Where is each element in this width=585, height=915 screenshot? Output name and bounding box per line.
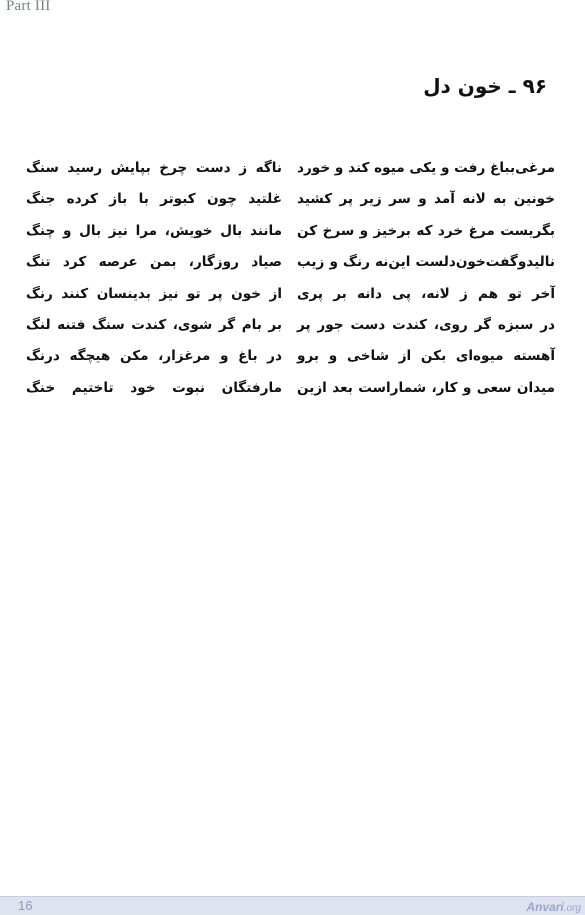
- watermark-logo: [526, 898, 581, 915]
- couplet: [26, 250, 566, 281]
- page-number: 16: [18, 898, 33, 913]
- hemistich-second: مارفتگان نبوت خود تاختیم خنگ: [26, 379, 282, 396]
- hemistich-second: مانند بال خویش، مرا نیز بال و چنگ: [26, 222, 282, 239]
- hemistich-second: بر بام گر شوی، کندت سنگ فتنه لنگ: [26, 316, 282, 333]
- couplet: [26, 376, 566, 407]
- footer-bar: [0, 896, 585, 915]
- watermark-name: Anvari: [526, 900, 564, 914]
- hemistich-first: مرغی‌بباغ رفت و یکی میوه کند و خورد: [297, 160, 555, 176]
- part-label: Part III: [6, 0, 51, 14]
- hemistich-second: ناگه ز دست چرخ بپایش رسید سنگ: [26, 160, 282, 176]
- hemistich-first: آهسته میوه‌ای بکن از شاخی و برو: [297, 348, 555, 365]
- watermark-tld: .org: [563, 903, 581, 914]
- couplet: [26, 187, 566, 218]
- couplet: [26, 313, 566, 344]
- poem-title: ۹۶ ـ خون دل: [423, 74, 547, 98]
- hemistich-first: خونین به لانه آمد و سر زیر پر کشید: [297, 191, 555, 208]
- hemistich-second: در باغ و مرغزار، مکن هیچگه درنگ: [26, 348, 282, 365]
- hemistich-first: میدان سعی و کار، شماراست بعد ازین: [297, 379, 555, 396]
- hemistich-second: صیاد روزگار، بمن عرصه کرد تنگ: [26, 254, 282, 271]
- hemistich-first: نالیدوگفت‌خون‌دلست این‌نه رنگ و زیب: [297, 254, 555, 271]
- hemistich-second: از خون پر تو نیز بدینسان کنند رنگ: [26, 285, 282, 302]
- couplet: [26, 344, 566, 375]
- couplet: [26, 282, 566, 313]
- hemistich-second: غلتید چون کبوتر با باز کرده جنگ: [26, 191, 282, 208]
- poem-body: [26, 156, 566, 407]
- hemistich-first: بگریست مرغ خرد که برخیز و سرخ کن: [297, 222, 555, 239]
- couplet: [26, 219, 566, 250]
- hemistich-first: در سبزه گر روی، کندت دست جور پر: [297, 316, 555, 333]
- couplet: [26, 156, 566, 187]
- hemistich-first: آخر تو هم ز لانه، پی دانه بر پری: [297, 285, 555, 302]
